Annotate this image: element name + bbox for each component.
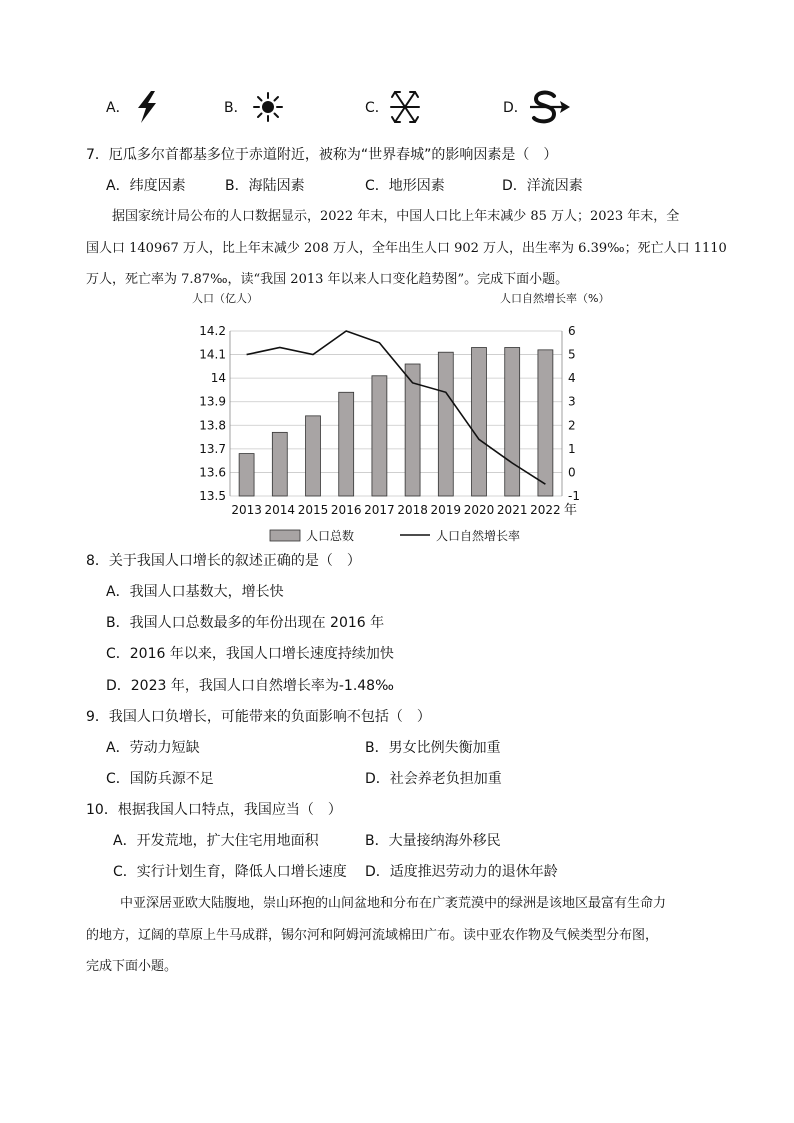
x-tick-label: 2016 — [330, 503, 362, 517]
q8-stem: 8．关于我国人口增长的叙述正确的是（ ） — [86, 553, 361, 569]
bar-2013 — [239, 454, 254, 496]
q7-stem: 7．厄瓜多尔首都基多位于赤道附近，被称为“世界春城”的影响因素是（ ） — [86, 147, 558, 163]
q10-option-c: C．实行计划生育，降低人口增长速度 — [113, 864, 347, 880]
bar-2016 — [339, 392, 354, 496]
q10-option-a: A．开发荒地，扩大住宅用地面积 — [113, 833, 319, 849]
sun-icon — [252, 92, 284, 122]
q6-option-b-label: B． — [224, 100, 248, 116]
y-left-tick-label: 13.7 — [199, 441, 226, 456]
legend-line-label: 人口自然增长率 — [436, 529, 521, 543]
q7-option-d: D．洋流因素 — [502, 178, 583, 194]
y-right-tick-label: 2 — [568, 418, 576, 433]
passage1-line2: 国人口 140967 万人，比上年末减少 208 万人，全年出生人口 902 万人，出生率为 6.39‰；死亡人口 1110 — [86, 241, 727, 256]
growth-rate-line — [247, 331, 546, 484]
q10-option-d: D．适度推迟劳动力的退休年龄 — [365, 864, 558, 880]
x-tick-label: 2019 — [430, 503, 462, 517]
q9-stem: 9．我国人口负增长，可能带来的负面影响不包括（ ） — [86, 709, 431, 725]
q10-stem: 10．根据我国人口特点，我国应当（ ） — [86, 802, 342, 818]
y-left-tick-label: 13.8 — [199, 418, 226, 433]
q7-option-c: C．地形因素 — [365, 178, 445, 194]
bar-2014 — [272, 432, 287, 496]
q10-option-b: B．大量接纳海外移民 — [365, 833, 501, 849]
x-tick-label: 2015 — [297, 503, 329, 517]
snowflake-icon — [389, 89, 421, 125]
bar-2020 — [472, 348, 487, 497]
passage2-line3: 完成下面小题。 — [86, 959, 178, 974]
y-left-tick-label: 13.6 — [199, 465, 226, 480]
q7-option-b: B．海陆因素 — [225, 178, 305, 194]
y-left-tick-label: 13.9 — [199, 394, 226, 409]
q9-option-c: C．国防兵源不足 — [106, 771, 214, 787]
q6-option-a-label: A． — [106, 100, 130, 116]
y-right-tick-label: -1 — [568, 489, 580, 503]
q9-option-b: B．男女比例失衡加重 — [365, 740, 501, 756]
y-left-tick-label: 14 — [210, 371, 226, 386]
q7-option-a: A．纬度因素 — [106, 178, 186, 194]
x-tick-label: 2022 — [530, 503, 561, 517]
y-right-tick-label: 3 — [568, 394, 576, 409]
q9-option-a: A．劳动力短缺 — [106, 740, 200, 756]
y-left-tick-label: 14.1 — [199, 347, 226, 362]
x-tick-label: 2013 — [231, 503, 262, 517]
lightning-icon — [134, 90, 160, 124]
legend-bar-swatch — [270, 530, 300, 541]
x-tick-label: 2021 — [496, 503, 528, 517]
sandstorm-icon — [528, 89, 572, 127]
bar-2019 — [438, 352, 453, 496]
bar-2015 — [306, 416, 321, 496]
passage1-line3: 万人，死亡率为 7.87‰，读“我国 2013 年以来人口变化趋势图”。完成下面小题。 — [86, 272, 569, 287]
x-tick-label: 2018 — [397, 503, 428, 517]
y-right-axis-label: 人口自然增长率（%） — [500, 292, 610, 305]
y-right-tick-label: 4 — [568, 371, 576, 386]
passage2-line1: 中亚深居亚欧大陆腹地，崇山环抱的山间盆地和分布在广袤荒漠中的绿洲是该地区最富有生命力 — [120, 896, 667, 911]
bar-2017 — [372, 376, 387, 496]
q8-option-c: C．2016 年以来，我国人口增长速度持续加快 — [106, 646, 394, 662]
bar-2021 — [505, 348, 520, 497]
chart-legend — [270, 528, 520, 543]
q8-option-a: A．我国人口基数大，增长快 — [106, 584, 284, 600]
y-left-tick-label: 14.2 — [199, 324, 226, 338]
x-tick-label: 2017 — [364, 503, 395, 517]
q8-option-b: B．我国人口总数最多的年份出现在 2016 年 — [106, 615, 385, 631]
x-tick-label: 2020 — [463, 503, 495, 517]
y-left-tick-label: 13.5 — [199, 489, 226, 503]
population-trend-chart — [170, 288, 620, 548]
x-tick-label: 2014 — [264, 503, 296, 517]
q9-option-d: D．社会养老负担加重 — [365, 771, 502, 787]
q8-option-d: D．2023 年，我国人口自然增长率为-1.48‰ — [106, 678, 394, 694]
passage1-line1: 据国家统计局公布的人口数据显示，2022 年末，中国人口比上年末减少 85 万人；2023 年末，全 — [112, 209, 680, 224]
q6-option-c-label: C． — [365, 100, 389, 116]
y-left-axis-label: 人口（亿人） — [192, 292, 258, 305]
q6-option-d-label: D． — [503, 100, 528, 116]
x-axis-suffix: 年 — [564, 503, 578, 518]
y-right-tick-label: 0 — [568, 465, 576, 480]
y-right-tick-label: 5 — [568, 347, 576, 362]
y-right-tick-label: 6 — [568, 324, 576, 338]
bar-2022 — [538, 350, 553, 496]
passage2-line2: 的地方，辽阔的草原上牛马成群，锡尔河和阿姆河流域棉田广布。读中亚农作物及气候类型分布图， — [86, 928, 659, 943]
legend-bar-label: 人口总数 — [306, 529, 355, 543]
y-right-tick-label: 1 — [568, 441, 576, 456]
